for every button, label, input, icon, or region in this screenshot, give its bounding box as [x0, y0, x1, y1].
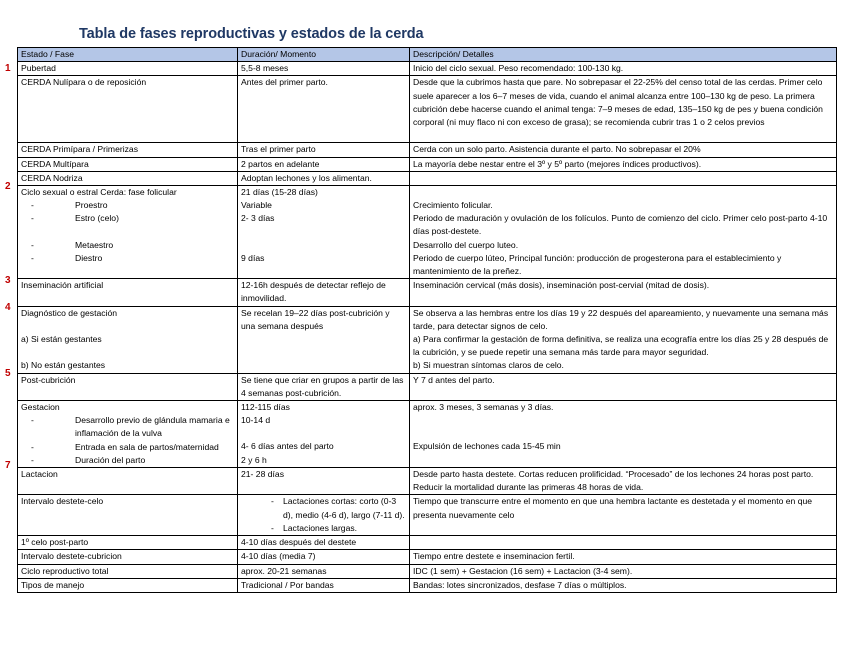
duracion-line: 21 días (15-28 días) — [241, 187, 318, 198]
cell-duracion — [238, 186, 410, 279]
row-marker-1: 1 — [5, 63, 11, 74]
duracion-line: 9 días — [241, 252, 265, 263]
cell-fase — [18, 306, 238, 373]
table-row-pubertad — [18, 62, 837, 76]
table-header-row — [18, 48, 837, 62]
row-marker-2: 2 — [5, 181, 11, 192]
cell-duracion: 4-10 días después del destete — [238, 536, 410, 550]
table-row-multipara — [18, 157, 837, 171]
cell-fase — [18, 401, 238, 468]
descripcion-line: Expulsión de lechones cada 15-45 min — [413, 441, 561, 452]
page-title: Tabla de fases reproductivas y estados de la cerda — [79, 26, 424, 42]
row-marker-5: 5 — [5, 368, 11, 379]
descripcion-line: Periodo de maduración y ovulación de los folículos. Punto de comienzo del ciclo. Primer celo post-parto 4-10 días post-destete. — [413, 213, 828, 237]
duracion-line: 2 y 6 h — [241, 454, 267, 465]
cell-descripcion: Desde parto hasta destete. Cortas reducen prolificidad. “Procesado” de los lechones 24 horas post parto. Reducir la mortalidad durante las primeras 48 horas de vida. — [410, 468, 837, 495]
cell-duracion: 4-10 días (media 7) — [238, 550, 410, 564]
table-row-primer-celo — [18, 536, 837, 550]
cell-descripcion: Cerda con un solo parto. Asistencia durante el parto. No sobrepasar el 20% — [410, 143, 837, 157]
table-row-diagnostico — [18, 306, 837, 373]
duracion-line: 2- 3 días — [241, 213, 275, 224]
cell-descripcion: Tiempo que transcurre entre el momento en que una hembra lactante es destetada y el momento en que presenta nuevamente celo — [410, 495, 837, 536]
cell-duracion: Antes del primer parto. — [238, 76, 410, 143]
table-row-post-cubricion — [18, 373, 837, 400]
cell-fase: 1º celo post-parto — [18, 536, 238, 550]
descripcion-line: Se observa a las hembras entre los días 19 y 22 después del apareamiento, y nuevamente una semana más tarde, para detectar signos de celo. — [413, 307, 829, 331]
row-marker-3: 3 — [5, 275, 11, 286]
duracion-line: 10-14 d — [241, 415, 271, 426]
cell-fase: Post-cubrición — [18, 373, 238, 400]
cell-duracion: Adoptan lechones y los alimentan. — [238, 171, 410, 185]
cell-fase: Ciclo reproductivo total — [18, 564, 238, 578]
cell-duracion: aprox. 20-21 semanas — [238, 564, 410, 578]
cell-fase: Pubertad — [18, 62, 238, 76]
list-item: - Estro (celo) — [43, 212, 234, 225]
cell-duracion: Tras el primer parto — [238, 143, 410, 157]
cell-descripcion — [410, 186, 837, 279]
cell-fase: Intervalo destete-celo — [18, 495, 238, 536]
gestacion-title: Gestacion — [21, 402, 60, 413]
table-row-destete-cubricion — [18, 550, 837, 564]
table-row-manejo — [18, 578, 837, 592]
cell-descripcion — [410, 401, 837, 468]
cell-duracion: 12-16h después de detectar reflejo de inmovilidad. — [238, 279, 410, 306]
cell-fase: CERDA Nodriza — [18, 171, 238, 185]
table-row-primipara — [18, 143, 837, 157]
table-row-inseminacion — [18, 279, 837, 306]
cell-fase: CERDA Primípara / Primerizas — [18, 143, 238, 157]
descripcion-line: aprox. 3 meses, 3 semanas y 3 días. — [413, 402, 554, 413]
cell-descripcion: Y 7 d antes del parto. — [410, 373, 837, 400]
table-row-intervalo-destete-celo — [18, 495, 837, 536]
cell-descripcion: Tiempo entre destete e inseminacion fertil. — [410, 550, 837, 564]
header-estado: Estado / Fase — [18, 48, 238, 62]
list-item: - Proestro — [43, 199, 234, 212]
cell-descripcion: Desde que la cubrimos hasta que pare. No sobrepasar el 22-25% del censo total de las cerdas. Primer celo suele aparecer a los 6–7 meses de vida, cuando el animal alcanza entre 100–130 kg de peso. La primera cubrición debe hacerse cuando el animal tenga: 7–9 meses de edad, 135–150 kg de pes y buena condición corporal (ni muy flaco ni con exceso de grasa); se recomienda cubrir tras 1 o 2 celos previos — [410, 76, 837, 143]
descripcion-line: b) Si muestran síntomas claros de celo. — [413, 360, 564, 371]
header-descripcion: Descripción/ Detalles — [410, 48, 837, 62]
cell-descripcion — [410, 536, 837, 550]
cell-duracion: 21- 28 días — [238, 468, 410, 495]
descripcion-line: Desarrollo del cuerpo luteo. — [413, 239, 519, 250]
cell-descripcion: Inseminación cervical (más dosis), inseminación post-cervial (mitad de dosis). — [410, 279, 837, 306]
ciclo-title: Ciclo sexual o estral Cerda: fase folicular — [21, 187, 177, 198]
cell-descripcion — [410, 171, 837, 185]
cell-duracion: Se tiene que criar en grupos a partir de las 4 semanas post-cubrición. — [238, 373, 410, 400]
descripcion-line: a) Para confirmar la gestación de forma definitiva, se realiza una ecografía entre los días 25 y 28 después de la cubrición, y se puede repetir una semana más tarde para mayor seguridad. — [413, 334, 829, 358]
list-item: - Lactaciones largas. — [283, 522, 406, 535]
cell-descripcion: La mayoría debe nestar entre el 3º y 5º parto (mejores índices productivos). — [410, 157, 837, 171]
cell-duracion — [238, 495, 410, 536]
table-row-gestacion — [18, 401, 837, 468]
row-marker-7: 7 — [5, 460, 11, 471]
cell-fase: CERDA Nulípara o de reposición — [18, 76, 238, 143]
row-marker-4: 4 — [5, 302, 11, 313]
cell-duracion: Tradicional / Por bandas — [238, 578, 410, 592]
descripcion-line: Periodo de cuerpo lúteo, Principal función: producción de progesterona para el establecimiento y mantenimiento de la preñez. — [413, 252, 782, 277]
table-row-nulipara — [18, 76, 837, 143]
diagnostico-title: Diagnóstico de gestación — [21, 307, 118, 318]
list-item: - Metaestro — [43, 239, 234, 252]
diagnostico-b: b) No están gestantes — [21, 360, 106, 371]
cell-duracion: 2 partos en adelante — [238, 157, 410, 171]
cell-fase: CERDA Multípara — [18, 157, 238, 171]
cell-descripcion — [410, 306, 837, 373]
descripcion-line: Crecimiento folicular. — [413, 200, 493, 211]
list-item: - Desarrollo previo de glándula mamaria e inflamación de la vulva — [43, 414, 234, 440]
list-item: - Lactaciones cortas: corto (0-3 d), medio (4-6 d), largo (7-11 d). — [283, 495, 406, 521]
cell-fase: Inseminación artificial — [18, 279, 238, 306]
cell-duracion: 5,5-8 meses — [238, 62, 410, 76]
list-item: - Entrada en sala de partos/maternidad — [43, 441, 234, 454]
cell-fase — [18, 186, 238, 279]
duracion-line: Variable — [241, 200, 272, 211]
cell-fase: Lactacion — [18, 468, 238, 495]
list-item: - Diestro — [43, 252, 234, 265]
cell-fase: Tipos de manejo — [18, 578, 238, 592]
cell-fase: Intervalo destete-cubricion — [18, 550, 238, 564]
reproductive-phases-table — [17, 47, 837, 593]
cell-duracion — [238, 401, 410, 468]
cell-descripcion: IDC (1 sem) + Gestacion (16 sem) + Lactacion (3-4 sem). — [410, 564, 837, 578]
table-row-lactacion — [18, 468, 837, 495]
table-row-nodriza — [18, 171, 837, 185]
duracion-line: 4- 6 días antes del parto — [241, 441, 334, 452]
table-row-ciclo-total — [18, 564, 837, 578]
cell-descripcion: Bandas: lotes sincronizados, desfase 7 días o múltiplos. — [410, 578, 837, 592]
cell-descripcion: Inicio del ciclo sexual. Peso recomendado: 100-130 kg. — [410, 62, 837, 76]
header-duracion: Duración/ Momento — [238, 48, 410, 62]
list-item: - Duración del parto — [43, 454, 234, 467]
table-row-ciclo-estral — [18, 186, 837, 279]
diagnostico-a: a) Si están gestantes — [21, 333, 102, 344]
cell-duracion: Se recelan 19–22 días post-cubrición y una semana después — [238, 306, 410, 373]
duracion-line: 112-115 días — [241, 402, 290, 413]
